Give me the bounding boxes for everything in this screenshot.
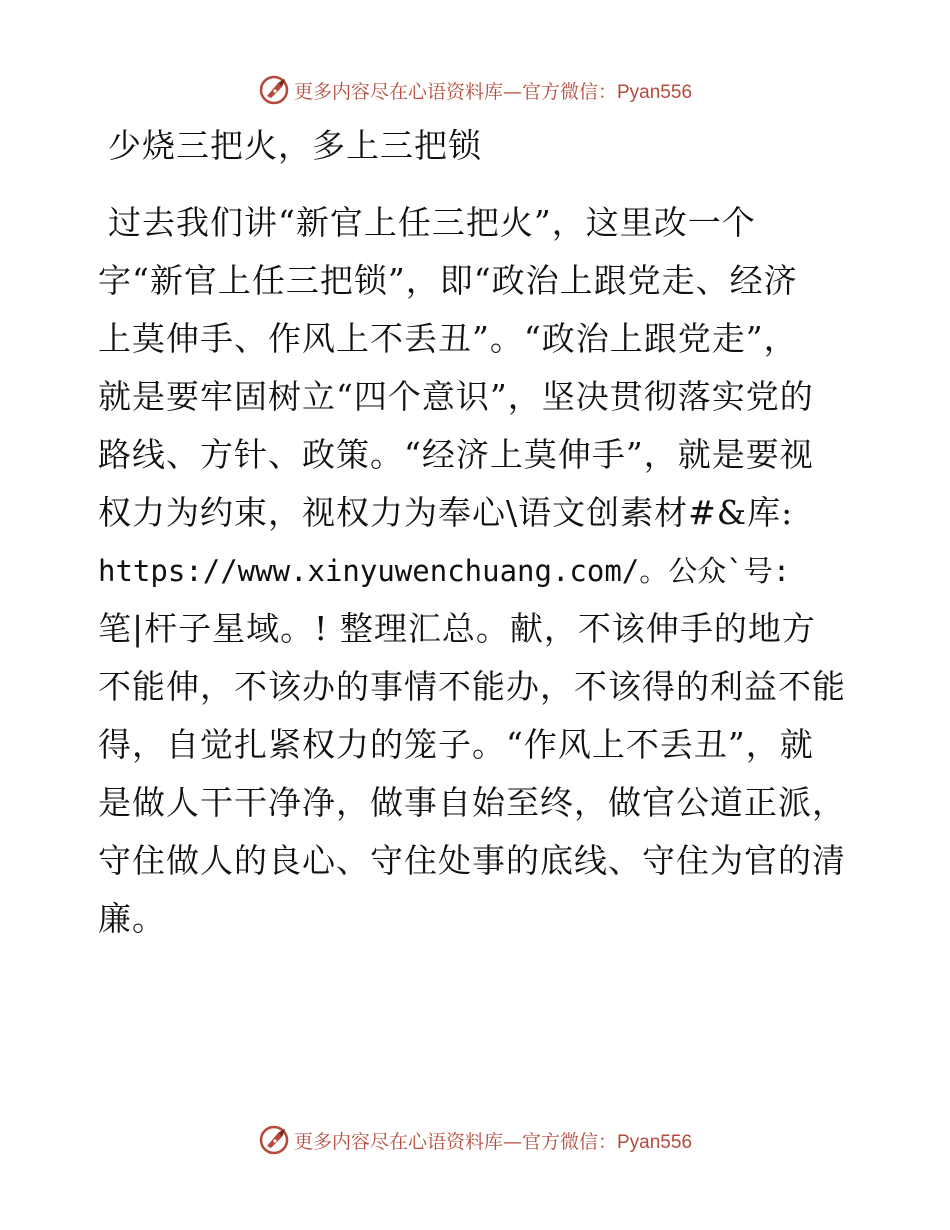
body-line: 字“新官上任三把锁”，即“政治上跟党走、经济 [98,261,798,300]
footer-banner [0,1120,950,1160]
pen-nib-logo-icon [258,74,290,106]
body-line: 就是要牢固树立“四个意识”，坚决贯彻落实党的 [98,377,814,416]
wechat-id: Pyan556 [617,1131,693,1153]
header-banner [0,70,950,110]
body-line: 权力为约束，视权力为奉心\语文创素材#&库: [98,493,794,532]
pen-nib-logo-icon [258,1124,290,1156]
body-line: 守住做人的良心、守住处事的底线、守住为官的清 [98,841,846,880]
body-line: 得，自觉扎紧权力的笼子。“作风上不丢丑”，就 [98,725,814,764]
document-title: 少烧三把火，多上三把锁 [108,126,482,165]
body-line: 过去我们讲“新官上任三把火”，这里改一个 [108,203,756,242]
banner-text: 更多内容尽在心语资料库—官方微信：Pyan556 [293,80,693,103]
body-line: 上莫伸手、作风上不丢丑”。“政治上跟党走”， [98,319,798,358]
document-body [98,194,858,948]
banner-text: 更多内容尽在心语资料库—官方微信：Pyan556 [293,1130,693,1153]
body-line: 不能伸，不该办的事情不能办，不该得的利益不能 [98,667,846,706]
body-line: 廉。 [98,899,166,938]
body-line: 路线、方针、政策。“经济上莫伸手”，就是要视 [98,435,814,474]
body-line: 笔|杆子星域。! 整理汇总。献，不该伸手的地方 [98,609,816,648]
wechat-id: Pyan556 [617,81,693,103]
body-line-url: https://www.xinyuwenchuang.com/。公众`号: [98,554,791,588]
body-line: 是做人干干净净，做事自始至终，做官公道正派， [98,783,846,822]
